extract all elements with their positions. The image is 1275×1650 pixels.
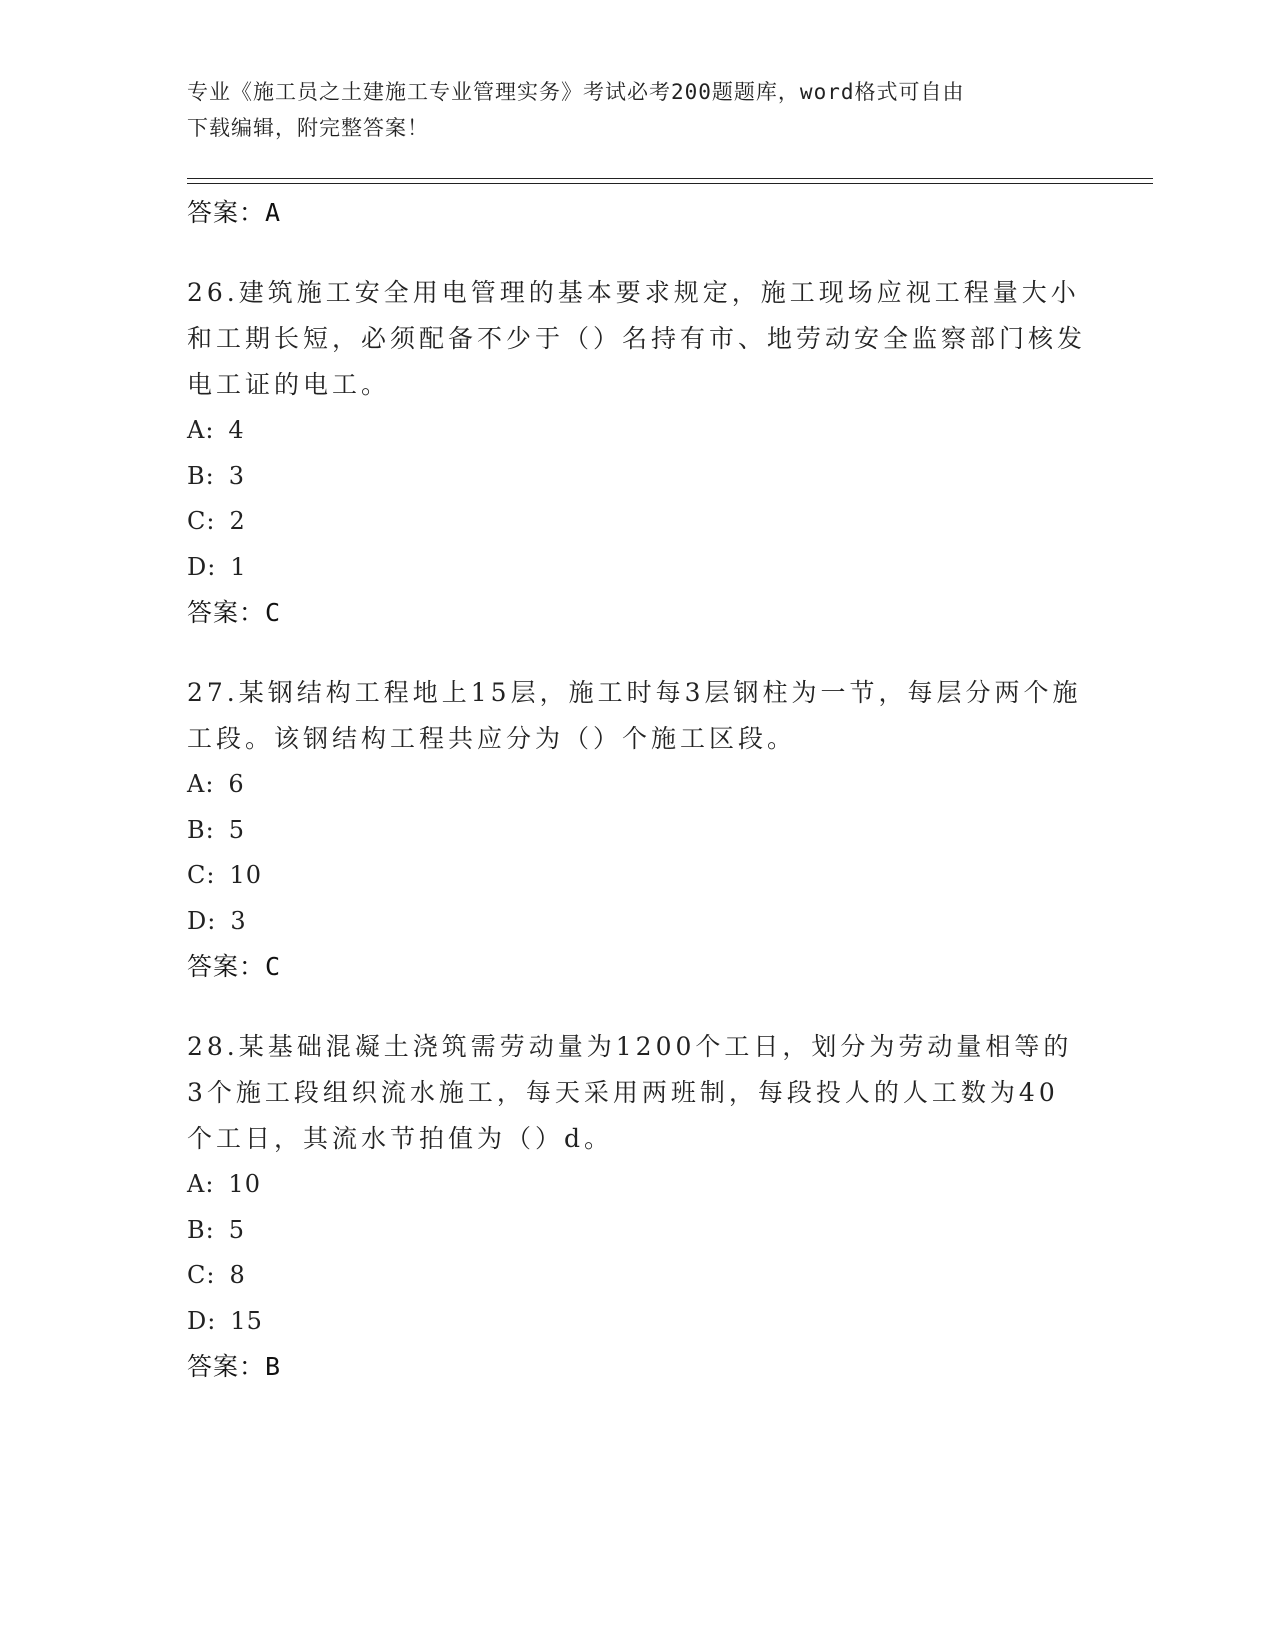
option-d (187, 1299, 1087, 1345)
option-c (187, 1253, 1087, 1299)
answer-line: 答案：C (187, 952, 282, 981)
question-list (187, 190, 1087, 1390)
option-key: D: (187, 552, 217, 581)
option-key: B: (187, 461, 215, 490)
option-key: C: (187, 1261, 216, 1289)
question-item (187, 670, 1087, 990)
option-value: 4 (228, 416, 245, 444)
option-value: 1 (230, 552, 247, 581)
option-value: 8 (229, 1261, 246, 1289)
option-value: 10 (228, 1170, 261, 1198)
option-c (187, 499, 1087, 545)
option-value: 3 (230, 906, 247, 935)
option-key: A: (187, 1170, 215, 1198)
question-text: 26.建筑施工安全用电管理的基本要求规定，施工现场应视工程量大小和工期长短，必须配备不少于（）名持有市、地劳动安全监察部门核发电工证的电工。 (187, 278, 1087, 399)
option-value: 10 (229, 861, 262, 889)
document-header (187, 74, 1067, 146)
option-value: 3 (228, 461, 246, 490)
option-b (187, 1208, 1087, 1254)
question-text: 28.某基础混凝土浇筑需劳动量为1200个工日，划分为劳动量相等的3个施工段组织流水施工，每天采用两班制，每段投人的人工数为40个工日，其流水节拍值为（）d。 (187, 1032, 1073, 1153)
option-value: 2 (229, 507, 246, 535)
option-value: 15 (230, 1306, 263, 1335)
header-rule-bottom (187, 183, 1153, 184)
header-rule-top (187, 178, 1153, 179)
question-item (187, 270, 1087, 636)
answer-line: 答案：A (187, 198, 282, 227)
option-a (187, 1162, 1087, 1208)
option-key: D: (187, 1306, 217, 1335)
option-d (187, 899, 1087, 945)
option-key: B: (187, 1215, 215, 1244)
option-value: 5 (228, 815, 246, 844)
option-c (187, 853, 1087, 899)
answer-line: 答案：B (187, 1352, 282, 1381)
option-value: 6 (228, 770, 245, 798)
option-key: A: (187, 416, 215, 444)
option-key: C: (187, 507, 216, 535)
option-a (187, 408, 1087, 454)
option-a (187, 762, 1087, 808)
option-key: B: (187, 815, 215, 844)
option-key: C: (187, 861, 216, 889)
option-key: D: (187, 906, 217, 935)
question-text: 27.某钢结构工程地上15层，施工时每3层钢柱为一节，每层分两个施工段。该钢结构工程共应分为（）个施工区段。 (187, 678, 1082, 753)
answer-line: 答案：C (187, 598, 282, 627)
option-key: A: (187, 770, 215, 798)
header-line-1: 专业《施工员之土建施工专业管理实务》考试必考200题题库，word格式可自由 (187, 80, 965, 104)
option-b (187, 454, 1087, 500)
option-d (187, 545, 1087, 591)
header-line-2: 下载编辑，附完整答案！ (187, 116, 429, 140)
option-value: 5 (228, 1215, 246, 1244)
question-item (187, 1024, 1087, 1390)
option-b (187, 808, 1087, 854)
